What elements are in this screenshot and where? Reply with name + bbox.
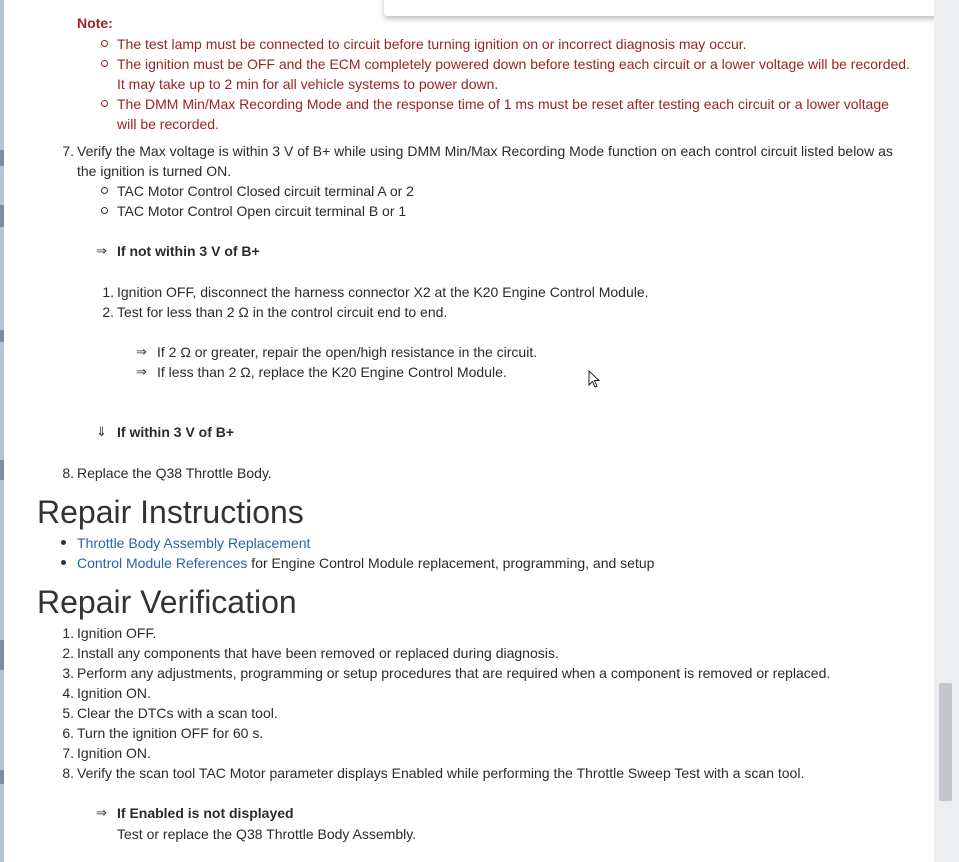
bullet bbox=[101, 187, 108, 194]
circuit-item: TAC Motor Control Closed circuit terminal A or 2 bbox=[117, 183, 414, 199]
bullet bbox=[101, 207, 108, 214]
substep-number: 2. bbox=[102, 304, 114, 320]
step-text-continued: the ignition is turned ON. bbox=[77, 163, 232, 179]
bullet bbox=[61, 560, 66, 565]
list-item bbox=[77, 553, 654, 573]
substep-text: Ignition OFF, disconnect the harness connector X2 at the K20 Engine Control Module. bbox=[117, 284, 649, 300]
step-number: 8. bbox=[62, 765, 74, 781]
scrollbar-thumb[interactable] bbox=[939, 683, 952, 801]
step-number: 3. bbox=[62, 665, 74, 681]
link-suffix: for Engine Control Module replacement, programming, and setup bbox=[247, 555, 655, 571]
condition-label: If Enabled is not displayed bbox=[117, 805, 294, 821]
bullet bbox=[101, 100, 108, 107]
down-double-arrow-icon: ⇓ bbox=[96, 424, 107, 439]
throttle-body-replacement-link[interactable]: Throttle Body Assembly Replacement bbox=[77, 535, 311, 551]
step-text: Ignition ON. bbox=[77, 685, 151, 701]
document-page bbox=[4, 0, 934, 862]
step-text: Install any components that have been removed or replaced during diagnosis. bbox=[77, 645, 559, 661]
step-text: Verify the Max voltage is within 3 V of B+ while using DMM Min/Max Recording Mode function on each control circuit listed below as bbox=[77, 143, 893, 159]
note-item-continued: will be recorded. bbox=[117, 116, 219, 132]
note-label: Note: bbox=[77, 15, 113, 31]
step-text: Verify the scan tool TAC Motor parameter displays Enabled while performing the Throttle Sweep Test with a scan tool. bbox=[77, 765, 805, 781]
mouse-cursor-icon bbox=[588, 370, 602, 390]
step-text: Turn the ignition OFF for 60 s. bbox=[77, 725, 264, 741]
right-double-arrow-icon: ⇒ bbox=[96, 805, 107, 820]
note-item-continued: It may take up to 2 min for all vehicle systems to power down. bbox=[117, 76, 499, 92]
step-text: Perform any adjustments, programming or setup procedures that are required when a component is removed or replaced. bbox=[77, 665, 831, 681]
section-heading-repair-verification: Repair Verification bbox=[37, 584, 297, 620]
section-heading-repair-instructions: Repair Instructions bbox=[37, 494, 304, 530]
right-double-arrow-icon: ⇒ bbox=[136, 364, 147, 379]
step-number: 1. bbox=[62, 625, 74, 641]
right-double-arrow-icon: ⇒ bbox=[136, 344, 147, 359]
result-text: If 2 Ω or greater, repair the open/high resistance in the circuit. bbox=[157, 344, 538, 360]
step-number: 2. bbox=[62, 645, 74, 661]
condition-label: If within 3 V of B+ bbox=[117, 424, 235, 440]
condition-label: If not within 3 V of B+ bbox=[117, 243, 260, 259]
step-text: Ignition OFF. bbox=[77, 625, 157, 641]
step-number: 4. bbox=[62, 685, 74, 701]
bullet bbox=[101, 60, 108, 67]
step-number: 7. bbox=[62, 745, 74, 761]
step-number: 6. bbox=[62, 725, 74, 741]
condition-action-text: Test or replace the Q38 Throttle Body Assembly. bbox=[117, 826, 417, 842]
step-number: 7. bbox=[62, 143, 74, 159]
right-double-arrow-icon: ⇒ bbox=[96, 243, 107, 258]
substep-number: 1. bbox=[102, 284, 114, 300]
bullet bbox=[61, 540, 66, 545]
result-text: If less than 2 Ω, replace the K20 Engine Control Module. bbox=[157, 364, 507, 380]
control-module-references-link[interactable]: Control Module References bbox=[77, 555, 248, 571]
step-text: Ignition ON. bbox=[77, 745, 151, 761]
substep-text: Test for less than 2 Ω in the control circuit end to end. bbox=[117, 304, 448, 320]
step-text: Clear the DTCs with a scan tool. bbox=[77, 705, 278, 721]
step-text: Replace the Q38 Throttle Body. bbox=[77, 465, 272, 481]
floating-toolbar bbox=[384, 0, 934, 16]
step-number: 8. bbox=[62, 465, 74, 481]
note-item: The test lamp must be connected to circuit before turning ignition on or incorrect diagnosis may occur. bbox=[117, 36, 747, 52]
bullet bbox=[101, 40, 108, 47]
list-item bbox=[77, 533, 310, 553]
vertical-scrollbar[interactable] bbox=[934, 0, 959, 862]
step-number: 5. bbox=[62, 705, 74, 721]
note-item: The DMM Min/Max Recording Mode and the response time of 1 ms must be reset after testing each circuit or a lower voltage bbox=[117, 96, 889, 112]
note-item: The ignition must be OFF and the ECM completely powered down before testing each circuit or a lower voltage will be recorded. bbox=[117, 56, 910, 72]
circuit-item: TAC Motor Control Open circuit terminal B or 1 bbox=[117, 203, 407, 219]
